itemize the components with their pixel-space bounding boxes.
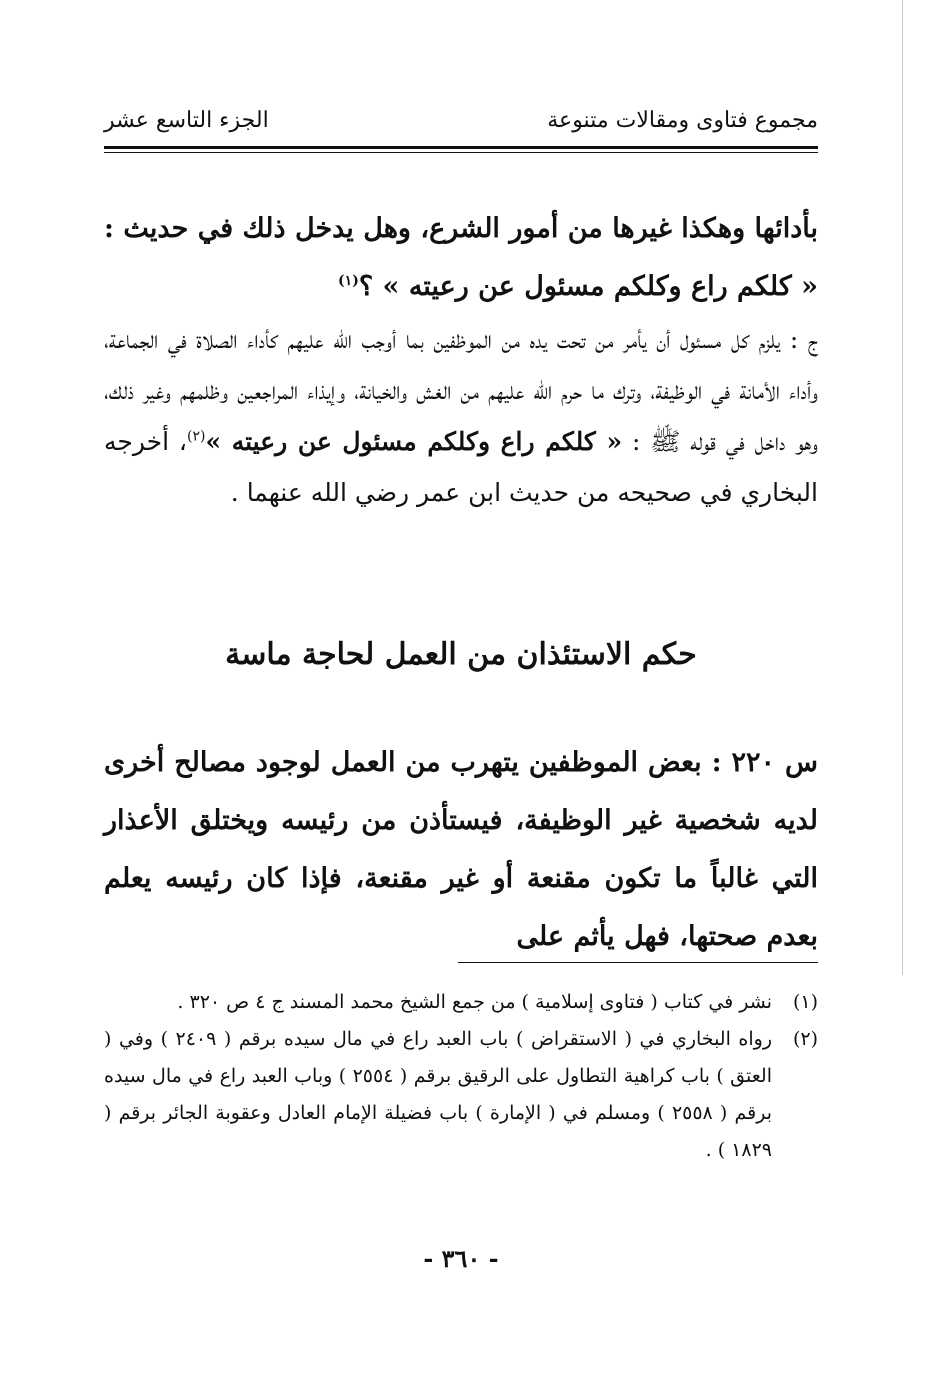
- footnote-separator: [458, 962, 818, 963]
- footnote-number: (١): [792, 991, 818, 1013]
- question-continued: [104, 200, 818, 316]
- question-220: [104, 734, 818, 966]
- hadith-quote: « كلكم راع وكلكم مسئول عن رعيته »: [205, 427, 623, 456]
- running-header: [104, 108, 818, 142]
- question-text: بأدائها وهكذا غيرها من أمور الشرع، وهل يدخل ذلك في حديث : « كلكم راع وكلكم مسئول عن رعيته » ؟: [104, 213, 818, 302]
- footnote-text: نشر في كتاب ( فتاوى إسلامية ) من جمع الشيخ محمد المسند ج ٤ ص ٣٢٠ .: [177, 991, 772, 1013]
- page-edge-line: [902, 0, 903, 975]
- volume-label: الجزء التاسع عشر: [104, 108, 269, 133]
- footnote-ref: (١): [338, 273, 359, 289]
- book-title: مجموع فتاوى ومقالات متنوعة: [547, 108, 818, 133]
- footnote-text: رواه البخاري في ( الاستقراض ) باب العبد راع في مال سيده برقم ( ٢٤٠٩ ) وفي ( العتق ) باب كراهية التطاول على الرقيق برقم ( ٢٥٥٤ ) وباب العبد راع في مال سيده برقم ( ٢٥٥٨ ) ومسلم في ( الإمارة ) باب فضيلة الإمام العادل وعقوبة الجائر برقم ( ١٨٢٩ ) .: [104, 1028, 772, 1161]
- footnote-number: (٢): [792, 1028, 818, 1050]
- footnote-1: [104, 984, 818, 1021]
- footnotes: [104, 984, 818, 1169]
- header-rule-thick: [104, 146, 818, 149]
- header-rule-thin: [104, 152, 818, 153]
- footnote-2: [104, 1021, 818, 1169]
- footnote-ref: (٢): [187, 428, 206, 445]
- answer-text: ج : يلزم كل مسئول أن يأمر من تحت يده من الموظفين بما أوجب الله عليهم كأداء الصلاة في الجماعة، وأداء الأمانة في الوظيفة، وترك ما حرم الله عليهم من الغش والخيانة، وإيذاء المراجعين وظلمهم وغير ذلك، وهو داخل في قوله ﷺ :: [104, 325, 819, 456]
- question-text: س ٢٢٠ : بعض الموظفين يتهرب من العمل لوجود مصالح أخرى لديه شخصية غير الوظيفة، فيستأذن من رئيسه ويختلق الأعذار التي غالباً ما تكون مقنعة أو غير مقنعة، فإذا كان رئيسه يعلم بعدم صحتها، فهل يأثم على: [104, 747, 818, 952]
- section-heading: حكم الاستئذان من العمل لحاجة ماسة: [225, 637, 697, 672]
- answer-text-end: ، أخرجه البخاري في صحيحه من حديث ابن عمر رضي الله عنهما .: [104, 427, 818, 507]
- answer-paragraph: [104, 314, 818, 518]
- page-number: - ٣٦٠ -: [423, 1244, 499, 1273]
